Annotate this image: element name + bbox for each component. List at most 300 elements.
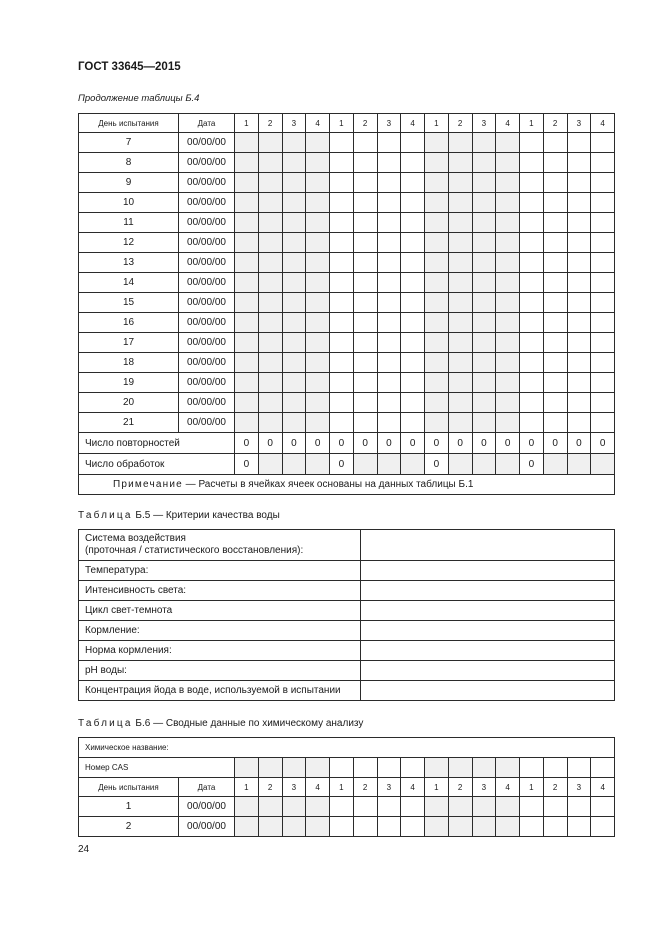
- value-cell: [258, 413, 282, 433]
- criterion-label: Температура:: [79, 561, 361, 581]
- table-b5-caption: Таблица Б.5 — Критерии качества воды: [78, 510, 280, 521]
- value-cell: [567, 213, 591, 233]
- col-number-header: 1: [425, 778, 449, 797]
- table-row: [79, 173, 615, 193]
- replicates-label: Число повторностей: [79, 433, 235, 454]
- value-cell: [353, 353, 377, 373]
- criterion-value: [361, 641, 615, 661]
- value-cell: [306, 293, 330, 313]
- value-cell: [377, 313, 401, 333]
- col-number-header: 4: [306, 778, 330, 797]
- cas-value-cell: [591, 758, 615, 778]
- value-cell: [425, 253, 449, 273]
- value-cell: [425, 193, 449, 213]
- value-cell: [377, 413, 401, 433]
- cas-value-cell: [425, 758, 449, 778]
- date-cell: 00/00/00: [179, 153, 235, 173]
- criterion-label: pH воды:: [79, 661, 361, 681]
- value-cell: [401, 193, 425, 213]
- value-cell: [282, 133, 306, 153]
- col-number-header: 1: [330, 778, 354, 797]
- treatments-value: [377, 454, 401, 475]
- value-cell: [377, 373, 401, 393]
- criterion-label: Интенсивность света:: [79, 581, 361, 601]
- table-row: [79, 393, 615, 413]
- day-cell: 15: [79, 293, 179, 313]
- table-row: [79, 133, 615, 153]
- table-row: [79, 253, 615, 273]
- value-cell: [330, 193, 354, 213]
- value-cell: [282, 413, 306, 433]
- value-cell: [282, 273, 306, 293]
- value-cell: [472, 233, 496, 253]
- value-cell: [401, 393, 425, 413]
- value-cell: [282, 817, 306, 837]
- day-cell: 9: [79, 173, 179, 193]
- value-cell: [520, 313, 544, 333]
- date-cell: 00/00/00: [179, 133, 235, 153]
- value-cell: [472, 133, 496, 153]
- value-cell: [425, 153, 449, 173]
- value-cell: [472, 193, 496, 213]
- table-row: [79, 661, 615, 681]
- value-cell: [448, 133, 472, 153]
- value-cell: [235, 333, 259, 353]
- value-cell: [448, 413, 472, 433]
- cas-value-cell: [377, 758, 401, 778]
- value-cell: [591, 233, 615, 253]
- value-cell: [235, 153, 259, 173]
- value-cell: [282, 293, 306, 313]
- value-cell: [591, 373, 615, 393]
- value-cell: [520, 233, 544, 253]
- value-cell: [448, 817, 472, 837]
- col-number-header: 3: [282, 114, 306, 133]
- value-cell: [472, 817, 496, 837]
- col-number-header: 2: [448, 114, 472, 133]
- value-cell: [520, 333, 544, 353]
- value-cell: [520, 273, 544, 293]
- value-cell: [306, 413, 330, 433]
- value-cell: [567, 333, 591, 353]
- value-cell: [448, 173, 472, 193]
- replicates-value: 0: [235, 433, 259, 454]
- note-text: — Расчеты в ячейках ячеек основаны на данных таблицы Б.1: [182, 479, 474, 490]
- value-cell: [543, 233, 567, 253]
- table-b6-header-row: [79, 778, 615, 797]
- value-cell: [472, 373, 496, 393]
- value-cell: [258, 797, 282, 817]
- value-cell: [235, 253, 259, 273]
- value-cell: [235, 413, 259, 433]
- value-cell: [282, 393, 306, 413]
- value-cell: [330, 253, 354, 273]
- value-cell: [496, 213, 520, 233]
- value-cell: [235, 313, 259, 333]
- cas-value-cell: [330, 758, 354, 778]
- value-cell: [401, 133, 425, 153]
- replicates-value: 0: [258, 433, 282, 454]
- value-cell: [330, 373, 354, 393]
- value-cell: [425, 393, 449, 413]
- value-cell: [567, 817, 591, 837]
- col-number-header: 4: [401, 114, 425, 133]
- value-cell: [377, 133, 401, 153]
- document-header: ГОСТ 33645—2015: [78, 61, 181, 73]
- value-cell: [401, 797, 425, 817]
- value-cell: [543, 253, 567, 273]
- col-number-header: 3: [282, 778, 306, 797]
- value-cell: [472, 153, 496, 173]
- value-cell: [330, 797, 354, 817]
- value-cell: [496, 333, 520, 353]
- table-row: [79, 313, 615, 333]
- value-cell: [330, 173, 354, 193]
- value-cell: [448, 353, 472, 373]
- table-row: [79, 293, 615, 313]
- table-row: [79, 273, 615, 293]
- replicates-value: 0: [448, 433, 472, 454]
- value-cell: [472, 797, 496, 817]
- value-cell: [496, 313, 520, 333]
- value-cell: [401, 353, 425, 373]
- day-cell: 20: [79, 393, 179, 413]
- value-cell: [377, 817, 401, 837]
- value-cell: [591, 193, 615, 213]
- value-cell: [496, 373, 520, 393]
- value-cell: [520, 797, 544, 817]
- value-cell: [425, 213, 449, 233]
- day-cell: 14: [79, 273, 179, 293]
- value-cell: [282, 373, 306, 393]
- value-cell: [520, 393, 544, 413]
- value-cell: [258, 333, 282, 353]
- date-cell: 00/00/00: [179, 817, 235, 837]
- value-cell: [425, 817, 449, 837]
- value-cell: [235, 353, 259, 373]
- value-cell: [472, 333, 496, 353]
- value-cell: [377, 193, 401, 213]
- value-cell: [401, 413, 425, 433]
- value-cell: [401, 313, 425, 333]
- value-cell: [496, 253, 520, 273]
- value-cell: [377, 353, 401, 373]
- cas-number-label-row: [79, 758, 615, 778]
- value-cell: [282, 153, 306, 173]
- table-row: [79, 413, 615, 433]
- table-row: [79, 581, 615, 601]
- value-cell: [306, 273, 330, 293]
- value-cell: [401, 293, 425, 313]
- value-cell: [520, 373, 544, 393]
- value-cell: [258, 393, 282, 413]
- value-cell: [567, 353, 591, 373]
- value-cell: [258, 233, 282, 253]
- value-cell: [591, 333, 615, 353]
- table-continuation-caption: Продолжение таблицы Б.4: [78, 93, 200, 104]
- value-cell: [330, 233, 354, 253]
- date-cell: 00/00/00: [179, 413, 235, 433]
- treatments-value: [258, 454, 282, 475]
- value-cell: [235, 233, 259, 253]
- value-cell: [448, 393, 472, 413]
- value-cell: [543, 293, 567, 313]
- value-cell: [496, 353, 520, 373]
- criterion-value: [361, 621, 615, 641]
- day-cell: 11: [79, 213, 179, 233]
- value-cell: [282, 253, 306, 273]
- value-cell: [377, 233, 401, 253]
- value-cell: [520, 153, 544, 173]
- value-cell: [591, 393, 615, 413]
- cas-value-cell: [235, 758, 259, 778]
- value-cell: [448, 293, 472, 313]
- cas-value-cell: [306, 758, 330, 778]
- cas-number-label: Номер CAS: [79, 758, 235, 778]
- replicates-value: 0: [353, 433, 377, 454]
- col-number-header: 4: [496, 114, 520, 133]
- criterion-label: Цикл свет-темнота: [79, 601, 361, 621]
- value-cell: [448, 233, 472, 253]
- table-row: [79, 561, 615, 581]
- treatments-value: 0: [425, 454, 449, 475]
- value-cell: [425, 373, 449, 393]
- value-cell: [591, 133, 615, 153]
- replicates-value: 0: [425, 433, 449, 454]
- value-cell: [353, 213, 377, 233]
- note-row: [79, 475, 615, 495]
- criterion-label: Концентрация йода в воде, используемой в испытании: [79, 681, 361, 701]
- value-cell: [353, 817, 377, 837]
- value-cell: [567, 393, 591, 413]
- value-cell: [282, 193, 306, 213]
- value-cell: [306, 153, 330, 173]
- value-cell: [567, 273, 591, 293]
- table-b4-note: [79, 475, 615, 495]
- value-cell: [235, 173, 259, 193]
- criterion-value: [361, 561, 615, 581]
- value-cell: [520, 293, 544, 313]
- value-cell: [448, 193, 472, 213]
- date-cell: 00/00/00: [179, 333, 235, 353]
- value-cell: [543, 173, 567, 193]
- value-cell: [543, 413, 567, 433]
- treatments-value: 0: [520, 454, 544, 475]
- value-cell: [235, 273, 259, 293]
- value-cell: [377, 293, 401, 313]
- date-cell: 00/00/00: [179, 373, 235, 393]
- date-cell: 00/00/00: [179, 253, 235, 273]
- value-cell: [258, 293, 282, 313]
- cas-value-cell: [282, 758, 306, 778]
- table-row: [79, 333, 615, 353]
- value-cell: [377, 253, 401, 273]
- value-cell: [401, 213, 425, 233]
- value-cell: [401, 273, 425, 293]
- value-cell: [567, 173, 591, 193]
- value-cell: [282, 173, 306, 193]
- value-cell: [520, 413, 544, 433]
- value-cell: [567, 293, 591, 313]
- value-cell: [543, 133, 567, 153]
- cas-value-cell: [567, 758, 591, 778]
- cas-value-cell: [496, 758, 520, 778]
- value-cell: [591, 153, 615, 173]
- value-cell: [258, 213, 282, 233]
- col-day-header: День испытания: [79, 778, 179, 797]
- value-cell: [591, 173, 615, 193]
- col-number-header: 2: [543, 114, 567, 133]
- value-cell: [425, 133, 449, 153]
- treatments-label: Число обработок: [79, 454, 235, 475]
- cas-value-cell: [401, 758, 425, 778]
- value-cell: [496, 233, 520, 253]
- day-cell: 8: [79, 153, 179, 173]
- table-row: [79, 797, 615, 817]
- replicates-value: 0: [591, 433, 615, 454]
- cas-value-cell: [258, 758, 282, 778]
- value-cell: [520, 133, 544, 153]
- day-cell: 17: [79, 333, 179, 353]
- value-cell: [448, 213, 472, 233]
- value-cell: [472, 353, 496, 373]
- col-date-header: Дата: [179, 778, 235, 797]
- value-cell: [496, 273, 520, 293]
- col-number-header: 4: [591, 114, 615, 133]
- replicates-value: 0: [306, 433, 330, 454]
- col-number-header: 3: [472, 778, 496, 797]
- table-b4-header-row: [79, 114, 615, 133]
- value-cell: [330, 273, 354, 293]
- value-cell: [425, 353, 449, 373]
- value-cell: [543, 273, 567, 293]
- value-cell: [258, 173, 282, 193]
- value-cell: [448, 253, 472, 273]
- value-cell: [496, 817, 520, 837]
- value-cell: [543, 193, 567, 213]
- treatments-value: [472, 454, 496, 475]
- value-cell: [353, 313, 377, 333]
- day-cell: 12: [79, 233, 179, 253]
- value-cell: [353, 273, 377, 293]
- col-number-header: 4: [306, 114, 330, 133]
- table-row: [79, 621, 615, 641]
- replicates-value: 0: [330, 433, 354, 454]
- value-cell: [306, 233, 330, 253]
- criterion-value: [361, 601, 615, 621]
- value-cell: [235, 817, 259, 837]
- value-cell: [401, 817, 425, 837]
- col-number-header: 2: [258, 114, 282, 133]
- value-cell: [472, 273, 496, 293]
- col-number-header: 3: [377, 114, 401, 133]
- treatments-value: [306, 454, 330, 475]
- value-cell: [425, 797, 449, 817]
- value-cell: [377, 153, 401, 173]
- value-cell: [401, 233, 425, 253]
- table-row: [79, 530, 615, 561]
- col-number-header: 3: [567, 778, 591, 797]
- value-cell: [520, 193, 544, 213]
- table-row: [79, 233, 615, 253]
- value-cell: [258, 273, 282, 293]
- value-cell: [543, 333, 567, 353]
- treatments-value: [496, 454, 520, 475]
- value-cell: [330, 413, 354, 433]
- value-cell: [282, 353, 306, 373]
- treatments-value: [282, 454, 306, 475]
- value-cell: [235, 133, 259, 153]
- criterion-value: [361, 530, 615, 561]
- value-cell: [543, 153, 567, 173]
- value-cell: [330, 393, 354, 413]
- value-cell: [448, 313, 472, 333]
- value-cell: [567, 797, 591, 817]
- replicates-value: 0: [282, 433, 306, 454]
- value-cell: [425, 333, 449, 353]
- value-cell: [258, 313, 282, 333]
- value-cell: [282, 313, 306, 333]
- value-cell: [496, 797, 520, 817]
- value-cell: [353, 153, 377, 173]
- value-cell: [258, 133, 282, 153]
- criterion-label: Кормление:: [79, 621, 361, 641]
- treatments-value: [401, 454, 425, 475]
- value-cell: [282, 797, 306, 817]
- value-cell: [520, 173, 544, 193]
- value-cell: [353, 373, 377, 393]
- table-b6-caption: Таблица Б.6 — Сводные данные по химическому анализу: [78, 718, 364, 729]
- value-cell: [591, 293, 615, 313]
- value-cell: [472, 393, 496, 413]
- page-number: 24: [78, 844, 90, 855]
- table-b6: [78, 737, 615, 837]
- value-cell: [543, 373, 567, 393]
- value-cell: [496, 393, 520, 413]
- value-cell: [353, 253, 377, 273]
- value-cell: [567, 153, 591, 173]
- value-cell: [448, 373, 472, 393]
- criterion-label-line: Система воздействия: [85, 533, 186, 544]
- value-cell: [591, 413, 615, 433]
- value-cell: [543, 213, 567, 233]
- value-cell: [306, 213, 330, 233]
- value-cell: [401, 173, 425, 193]
- value-cell: [330, 313, 354, 333]
- table-row: [79, 213, 615, 233]
- value-cell: [425, 173, 449, 193]
- value-cell: [258, 153, 282, 173]
- day-cell: 1: [79, 797, 179, 817]
- value-cell: [330, 817, 354, 837]
- value-cell: [330, 333, 354, 353]
- value-cell: [258, 353, 282, 373]
- col-number-header: 3: [472, 114, 496, 133]
- value-cell: [306, 393, 330, 413]
- value-cell: [448, 273, 472, 293]
- col-number-header: 3: [567, 114, 591, 133]
- note-prefix: Примечание: [113, 479, 183, 490]
- value-cell: [401, 253, 425, 273]
- day-cell: 7: [79, 133, 179, 153]
- cas-value-cell: [472, 758, 496, 778]
- value-cell: [448, 333, 472, 353]
- replicates-value: 0: [543, 433, 567, 454]
- value-cell: [353, 333, 377, 353]
- value-cell: [448, 153, 472, 173]
- value-cell: [425, 293, 449, 313]
- value-cell: [496, 153, 520, 173]
